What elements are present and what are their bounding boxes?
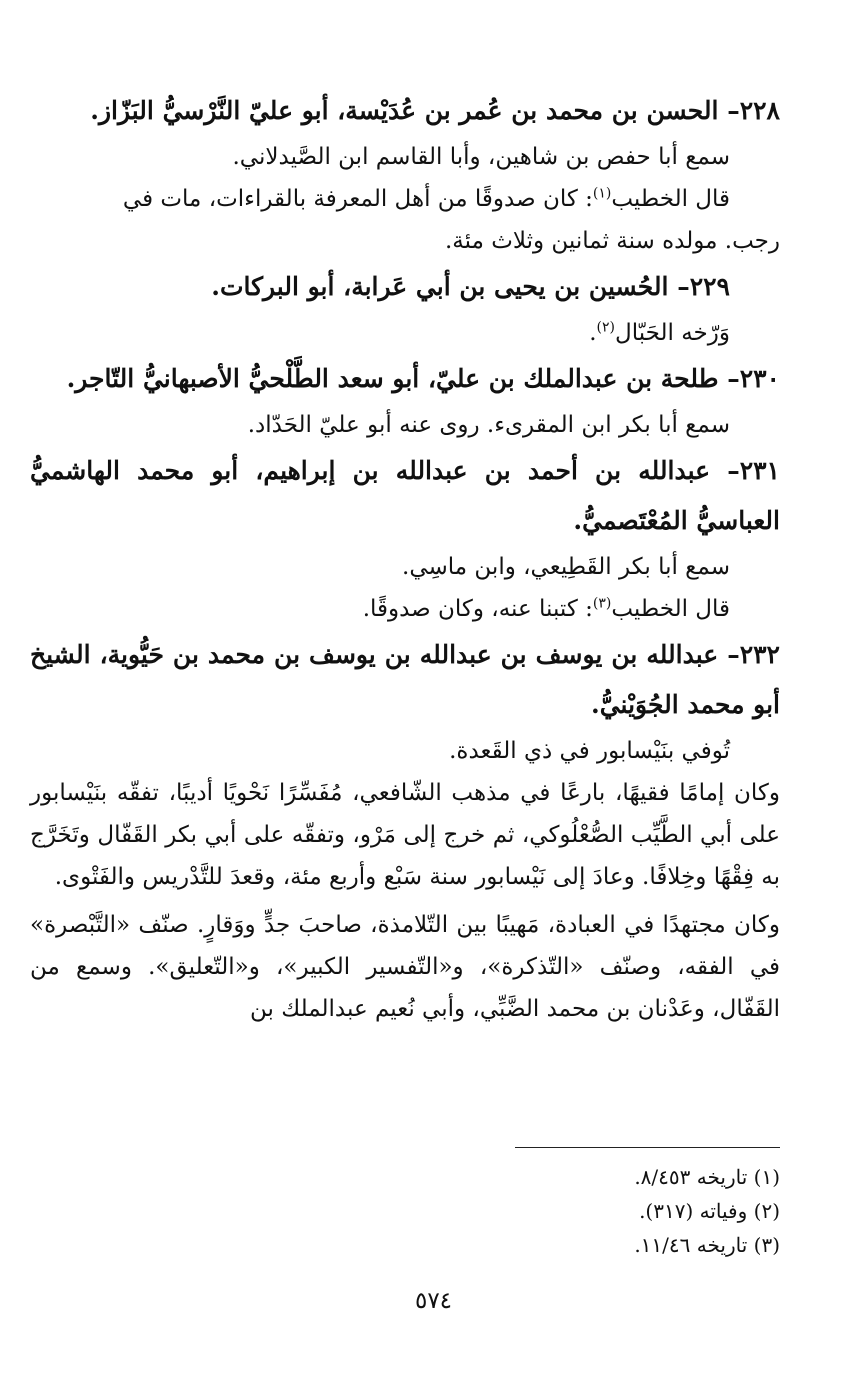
entry-heading-228: ٢٢٨– الحسن بن محمد بن عُمر بن عُدَيْسة، أبو عليّ النَّرْسيُّ البَزّاز. [90, 96, 780, 125]
entry-228-line-2-rest: : كان صدوقًا من أهل المعرفة بالقراءات، مات في [122, 186, 593, 212]
entry-231-line-2 [30, 588, 780, 630]
entry-229-line-1-end: . [589, 320, 597, 346]
main-text [30, 86, 780, 1030]
entry-heading-229: ٢٢٩– الحُسين بن يحيى بن أبي عَرابة، أبو البركات. [211, 272, 730, 301]
footnote-3: (٣) تاريخه ١١/٤٦. [634, 1233, 780, 1257]
footnote-2: (٢) وفياته (٣١٧). [639, 1199, 780, 1223]
entry-228-line-2-start: قال الخطيب [611, 186, 730, 212]
footnote-marker-3[interactable]: (٣) [592, 595, 612, 612]
entry-heading-230: ٢٣٠– طلحة بن عبدالملك بن عليّ، أبو سعد الطَّلْحيُّ الأصبهانيُّ التّاجر. [66, 364, 780, 393]
entry-228-line-2 [30, 178, 780, 220]
footnote-separator [515, 1147, 780, 1148]
entry-228-line-1: سمع أبا حفص بن شاهين، وأبا القاسم ابن الصَّيدلاني. [232, 144, 730, 170]
entry-231-line-2-rest: : كتبنا عنه، وكان صدوقًا. [362, 596, 593, 622]
entry-heading-232: ٢٣٢– عبدالله بن يوسف بن عبدالله بن يوسف بن محمد بن حَيُّوية، الشيخ أبو محمد الجُوَيْنيُّ. [30, 640, 780, 719]
entry-232-paragraph-2: وكان مجتهدًا في العبادة، مَهيبًا بين التّلامذة، صاحبَ جدٍّ ووَقارٍ. صنّف «التَّبْصرة» في الفقه، وصنّف «التّذكرة»، و«التّفسير الكبير»، و«التّعليق». وسمع من القَفّال، وعَدْنان بن محمد الضَّبِّي، وأبي نُعيم عبدالملك بن [30, 912, 780, 1022]
entry-228-line-3: رجب. مولده سنة ثمانين وثلاث مئة. [445, 228, 780, 254]
entry-230-line-1: سمع أبا بكر ابن المقرىء. روى عنه أبو عليّ الحَدّاد. [247, 412, 730, 438]
footnote-1: (١) تاريخه ٨/٤٥٣. [634, 1165, 780, 1189]
entry-229-line-1-start: وَرّخه الحَبّال [615, 320, 730, 346]
entry-229-line-1 [30, 312, 780, 354]
footnotes [380, 1160, 780, 1262]
footnote-marker-2[interactable]: (٢) [596, 319, 616, 336]
entry-232-paragraph-1: وكان إمامًا فقيهًا، بارعًا في مذهب الشّافعي، مُفَسِّرًا نَحْويًا أديبًا، تفقّه بنَيْسابور على أبي الطَّيِّب الصُّعْلُوكي، ثم خرج إلى مَرْو، وتفقّه على أبي بكر القَفّال وتَخَرَّج به فِقْهًا وخِلافًا. وعادَ إلى نَيْسابور سنة سَبْع وأربع مئة، وقعدَ للتَّدْريس والفَتْوى. [30, 780, 780, 890]
page-number: ٥٧٤ [414, 1288, 453, 1314]
entry-232-line-1: تُوفي بنَيْسابور في ذي القَعدة. [449, 738, 730, 764]
footnote-marker-1[interactable]: (١) [592, 185, 612, 202]
entry-231-line-2-start: قال الخطيب [611, 596, 730, 622]
entry-231-line-1: سمع أبا بكر القَطِيعي، وابن ماسِي. [402, 554, 730, 580]
entry-heading-231: ٢٣١– عبدالله بن أحمد بن عبدالله بن إبراهيم، أبو محمد الهاشميُّ العباسيُّ المُعْتَصميُّ. [30, 456, 780, 535]
